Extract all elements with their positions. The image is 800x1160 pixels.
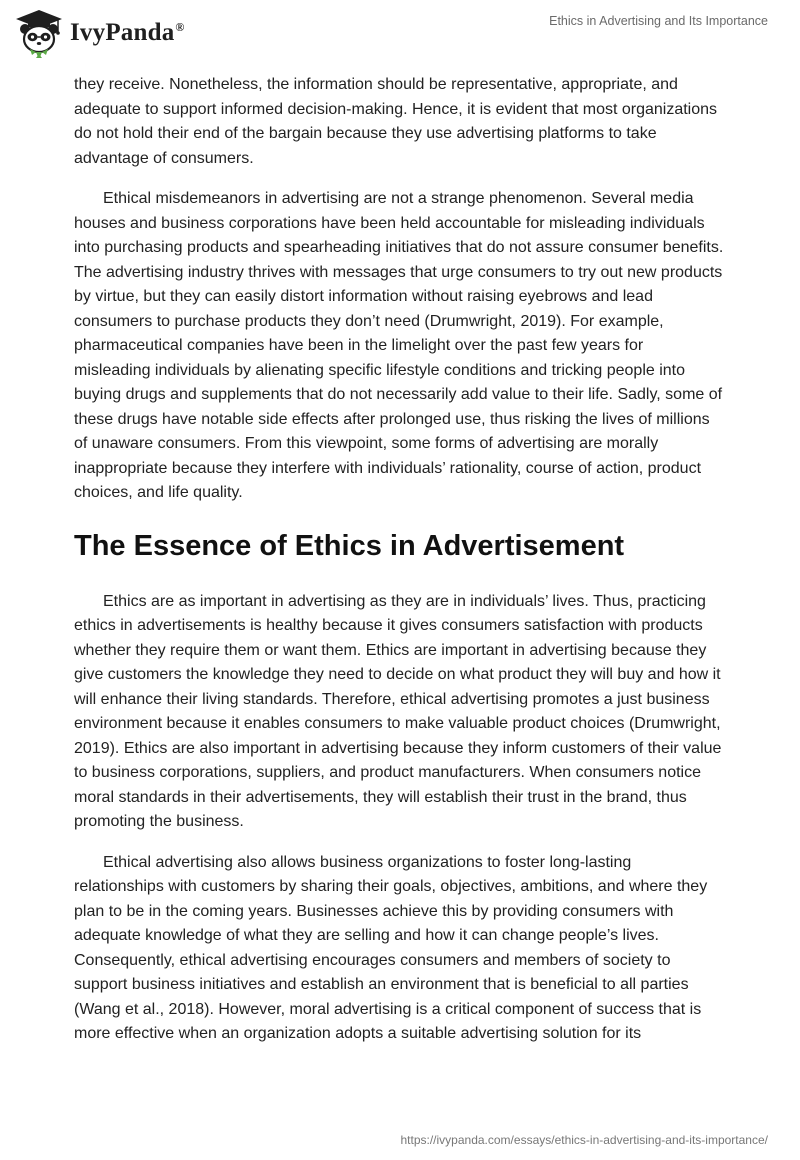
brand-name: IvyPanda®	[70, 19, 185, 46]
section-heading: The Essence of Ethics in Advertisement	[74, 529, 625, 562]
paragraph: Ethical misdemeanors in advertising are not a strange phenomenon. Several media houses and business corporations have been held accountable for misleading individuals into purchasing products and spearheading initiatives that do not assure consumer benefits. The advertising industry thrives with messages that urge consumers to try out new products by virtue, but they can easily distort information without raising eyebrows and lead consumers to purchase products they don’t need (Drumwright, 2019). For example, pharmaceutical companies have been in the limelight over the past few years for misleading individuals by alienating specific lifestyle conditions and tricking people into buying drugs and supplements that do not necessarily add value to their life. Sadly, some of these drugs have notable side effects after prolonged use, thus risking the lives of millions of unaware consumers. From this viewpoint, some forms of advertising are morally inappropriate because they interfere with individuals’ rationality, course of action, product choices, and life quality.	[74, 190, 724, 501]
page-header	[0, 0, 800, 70]
source-url-link[interactable]: https://ivypanda.com/essays/ethics-in-advertising-and-its-importance/	[400, 1133, 768, 1147]
brand-logo[interactable]	[14, 8, 185, 58]
panda-graduate-logo-icon	[14, 8, 64, 58]
paragraph: they receive. Nonetheless, the information should be representative, appropriate, and adequate to support informed decision-making. Hence, it is evident that most organizations do not hold their end of the bargain because they use advertising platforms to take advantage of consumers.	[74, 76, 718, 167]
document-title: Ethics in Advertising and Its Importance	[549, 14, 768, 28]
paragraph: Ethics are as important in advertising as they are in individuals’ lives. Thus, practicing ethics in advertisements is healthy because it gives consumers satisfaction with products whether they require them or want them. Ethics are important in advertising because they give customers the knowledge they need to decide on what product they will buy and how it will enhance their living standards. Therefore, ethical advertising promotes a just business environment because it enables consumers to make valuable product choices (Drumwright, 2019). Ethics are also important in advertising because they inform customers of their value to business corporations, suppliers, and product manufacturers. When consumers notice moral standards in their advertisements, they will establish their trust in the brand, thus promoting the business.	[74, 592, 722, 830]
paragraph: Ethical advertising also allows business organizations to foster long-lasting relationships with customers by sharing their goals, objectives, ambitions, and where they plan to be in the coming years. Businesses achieve this by providing consumers with adequate knowledge of what they are selling and how it can change people’s lives. Consequently, ethical advertising encourages consumers and members of society to support business initiatives and establish an environment that is beneficial to all parties (Wang et al., 2018). However, moral advertising is a critical component of success that is more effective when an organization adopts a suitable advertising solution for its	[74, 853, 708, 1042]
essay-body	[74, 73, 724, 1063]
